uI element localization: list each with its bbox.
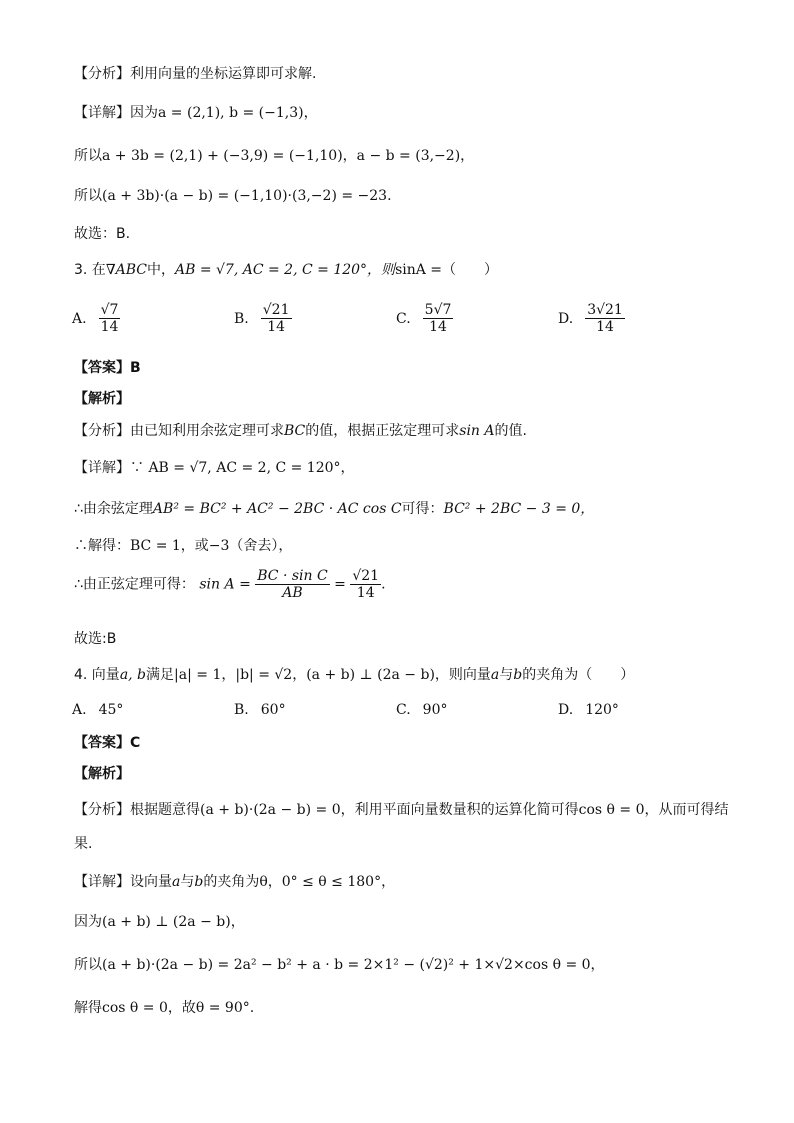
step-math: AB² = BC² + AC² − 2BC · AC cos C	[152, 501, 402, 517]
choice-text: 故选：B.	[74, 226, 131, 242]
detail-math: θ，0° ≤ θ ≤ 180°，	[259, 874, 396, 890]
option-d	[558, 702, 619, 718]
fraction-denominator: 14	[429, 319, 447, 335]
question-number: 4. 向量	[74, 667, 120, 683]
step-text: ，故	[167, 1000, 196, 1016]
choice-text: 故选:B	[74, 631, 117, 647]
analysis-line	[74, 421, 527, 441]
analysis-text: 的值，根据正弦定理可求	[305, 423, 460, 439]
step-math: ∴解得：BC = 1，或−3（舍去），	[74, 538, 293, 554]
detail-line	[74, 103, 318, 123]
question-4-stem	[74, 665, 634, 685]
step-line	[74, 998, 254, 1018]
analysis-math: (a + b)·(2a − b) = 0，	[200, 802, 355, 818]
answer-line	[74, 733, 140, 753]
analysis-text: 果.	[74, 836, 93, 852]
option-b	[234, 702, 286, 718]
detail-line	[74, 458, 355, 478]
option-letter: D.	[558, 702, 574, 718]
solution-header	[74, 764, 130, 784]
solution-header-text: 【解析】	[74, 391, 130, 407]
option-b	[234, 302, 292, 335]
option-letter: A.	[72, 310, 87, 327]
step-label: 所以	[74, 957, 102, 973]
fraction-numerator: BC · sin C	[257, 568, 328, 584]
option-letter: B.	[234, 702, 249, 718]
option-fraction	[261, 302, 292, 335]
step-label: 所以	[74, 188, 102, 204]
option-a	[72, 702, 123, 718]
stem-math: AB = √7, AC = 2, C = 120°，则	[174, 262, 396, 278]
option-value: 120°	[585, 702, 619, 718]
fraction-denominator: 14	[596, 319, 614, 335]
choice-line	[74, 629, 116, 649]
option-letter: C.	[396, 702, 411, 718]
step-label: 所以	[74, 148, 102, 164]
fraction-denominator: 14	[267, 319, 286, 335]
analysis-line	[74, 834, 92, 854]
stem-text: 中，	[146, 262, 175, 278]
option-value: 45°	[98, 702, 124, 718]
solution-header	[74, 389, 130, 409]
step-label: ∴由余弦定理	[74, 501, 153, 517]
step-math: sin A =	[199, 576, 251, 593]
fraction-denominator: 14	[356, 585, 375, 601]
fraction-denominator: 14	[100, 319, 119, 335]
option-a	[72, 302, 120, 335]
detail-math: a	[172, 874, 181, 890]
detail-text: 的夹角为	[203, 874, 260, 890]
option-c	[396, 302, 453, 335]
analysis-text: 的值.	[494, 423, 527, 439]
step-line	[74, 499, 594, 519]
step-math: (a + 3b)·(a − b) = (−1,10)·(3,−2) = −23.	[102, 188, 392, 204]
detail-text: 与	[180, 874, 195, 890]
stem-text: 与	[499, 667, 514, 683]
step-line	[74, 146, 474, 166]
fraction-numerator: 5√7	[424, 302, 452, 318]
stem-text: 满足	[146, 667, 175, 683]
analysis-text: 利用平面向量数量积的运算化简可得	[354, 802, 579, 818]
stem-math: a	[490, 667, 500, 683]
option-letter: B.	[234, 310, 249, 327]
step-math: (a + b) ⊥ (2a − b)，	[102, 914, 245, 930]
option-letter: D.	[558, 310, 574, 327]
option-d	[558, 302, 625, 335]
triangle-symbol: ∇ABC	[105, 262, 147, 278]
stem-math: b	[513, 667, 523, 683]
fraction	[255, 568, 329, 601]
analysis-text: 【分析】根据题意得	[74, 802, 200, 818]
option-value: 90°	[422, 702, 448, 718]
step-label: 因为	[74, 914, 102, 930]
step-label: 解得	[74, 1000, 102, 1016]
answer-text: 【答案】C	[74, 735, 141, 751]
choice-line	[74, 224, 130, 244]
step-math: (a + b)·(2a − b) = 2a² − b² + a · b = 2×1² − (√2)² + 1×√2×cos θ = 0，	[102, 957, 605, 973]
step-line: ∴由正弦定理可得： sin A = $\frac{\text{BC · sin C}}{AB}$ = $\frac{√21}{14}$ .	[74, 568, 386, 601]
question-3-stem	[74, 260, 498, 280]
step-line	[74, 955, 605, 975]
analysis-line	[74, 800, 729, 820]
fraction-numerator: 3√21	[587, 302, 623, 318]
option-fraction	[423, 302, 454, 335]
step-label: ∴由正弦定理可得：	[74, 576, 195, 593]
detail-math: a = (2,1), b = (−1,3)，	[158, 105, 318, 121]
detail-label: 【详解】因为	[74, 105, 158, 121]
analysis-text: 【分析】由已知利用余弦定理可求	[74, 423, 284, 439]
detail-math: 【详解】∵ AB = √7, AC = 2, C = 120°，	[74, 460, 355, 476]
detail-math: b	[194, 874, 204, 890]
analysis-text: ，从而可得结	[644, 802, 729, 818]
option-letter: C.	[396, 310, 411, 327]
detail-line	[74, 872, 395, 892]
analysis-math: cos θ = 0	[578, 802, 645, 818]
option-value: 60°	[260, 702, 286, 718]
fraction-numerator: √7	[100, 302, 119, 318]
step-math: θ = 90°	[195, 1000, 250, 1016]
stem-math: |a| = 1，|b| = √2，(a + b) ⊥ (2a − b)，则向量	[174, 667, 491, 683]
answer-line	[74, 358, 141, 378]
stem-math: sinA =（ ）	[395, 262, 499, 278]
step-label: 可得：	[401, 501, 444, 517]
analysis-math: BC	[284, 423, 306, 439]
option-fraction	[585, 302, 625, 335]
stem-text: 的夹角为（ ）	[522, 667, 635, 683]
fraction-numerator: √21	[262, 302, 290, 318]
step-text: .	[249, 1000, 255, 1016]
fraction-numerator: √21	[352, 568, 380, 584]
option-letter: A.	[72, 702, 87, 718]
detail-label: 【详解】设向量	[74, 874, 172, 890]
step-math: BC² + 2BC − 3 = 0，	[443, 501, 595, 517]
step-line	[74, 186, 392, 206]
step-line	[74, 536, 292, 556]
analysis-math: sin A	[459, 423, 495, 439]
step-math: cos θ = 0	[102, 1000, 168, 1016]
stem-math: a, b	[119, 667, 147, 683]
solution-header-text: 【解析】	[74, 766, 130, 782]
step-math: a + 3b = (2,1) + (−3,9) = (−1,10)，a − b = (3,−2)，	[102, 148, 475, 164]
analysis-text: 【分析】利用向量的坐标运算即可求解.	[74, 66, 317, 82]
fraction-denominator: AB	[282, 585, 303, 601]
fraction	[350, 568, 381, 601]
analysis-line	[74, 64, 316, 84]
step-line	[74, 912, 245, 932]
option-fraction	[99, 302, 121, 335]
question-number: 3. 在	[74, 262, 106, 278]
answer-text: 【答案】B	[74, 360, 141, 376]
option-c	[396, 702, 448, 718]
